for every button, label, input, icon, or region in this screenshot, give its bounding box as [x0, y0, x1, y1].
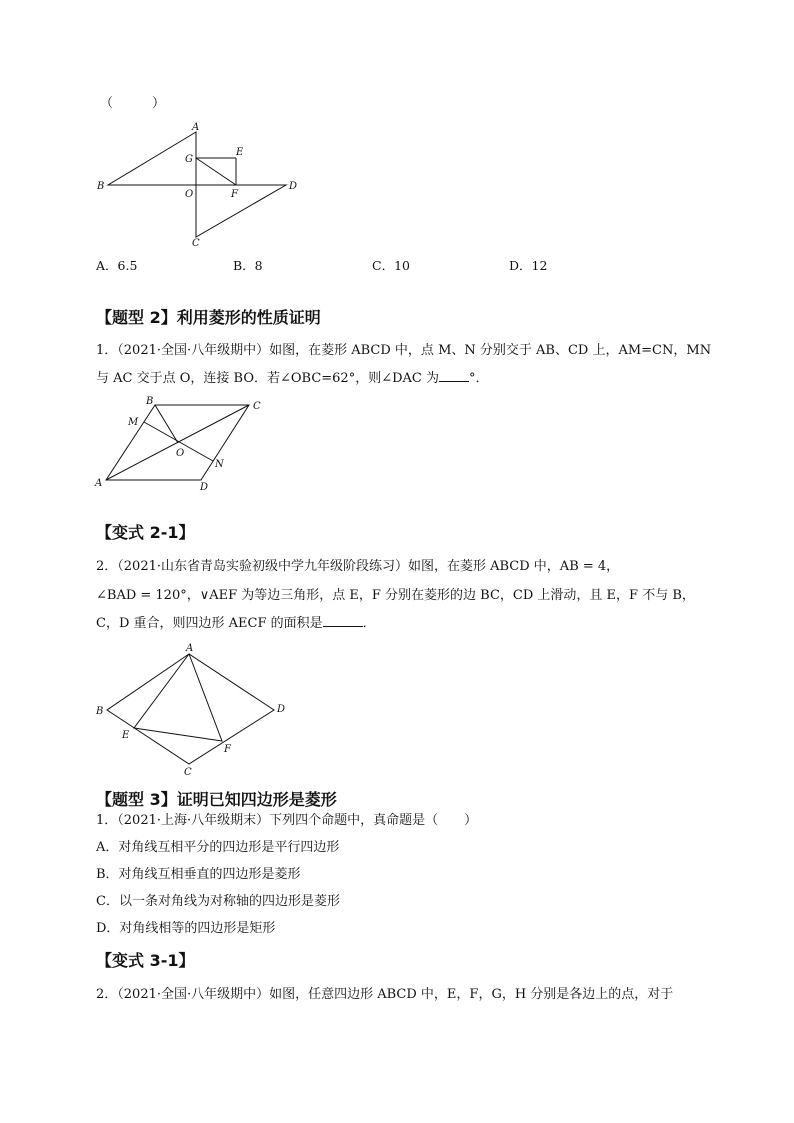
label-c: C: [192, 238, 200, 249]
type3-option-d: D．对角线相等的四边形是矩形: [96, 921, 276, 936]
label-c: C: [253, 401, 261, 412]
label-m: M: [128, 417, 139, 428]
type2-q1-line1: 1．（2021·全国·八年级期中）如图，在菱形 ABCD 中，点 M、N 分别交于 AB、CD 上，AM=CN，MN: [96, 343, 712, 358]
label-b: B: [97, 181, 105, 192]
label-f: F: [231, 189, 238, 200]
label-e: E: [122, 730, 130, 741]
type2-q1-line2: 与 AC 交于点 O，连接 BO．若∠OBC=62°，则∠DAC 为 °．: [96, 371, 489, 386]
answer-parentheses: （ ）: [100, 96, 166, 111]
type3-option-c: C．以一条对角线为对称轴的四边形是菱形: [96, 894, 340, 909]
label-a: A: [192, 122, 200, 133]
label-g: G: [185, 154, 193, 165]
label-f: F: [224, 744, 231, 755]
variant21-q2-line2: ∠BAD = 120°，∨AEF 为等边三角形，点 E，F 分别在菱形的边 BC，CD 上滑动，且 E，F 不与 B，: [96, 588, 695, 603]
label-c: C: [184, 767, 192, 778]
variant21-q2-line1: 2．（2021·山东省青岛实验初级中学九年级阶段练习）如图，在菱形 ABCD 中，AB = 4，: [96, 559, 620, 574]
heading-variant-3-1: 【变式 3-1】: [96, 951, 195, 970]
option-c: C．10: [372, 258, 410, 273]
variant31-q2-line1: 2．（2021·全国·八年级期中）如图，任意四边形 ABCD 中，E，F，G，H 分别是各边上的点，对于: [96, 987, 674, 1002]
option-a: A．6.5: [96, 258, 138, 273]
label-o: O: [185, 189, 194, 200]
label-a: A: [186, 643, 194, 654]
type3-option-a: A．对角线互相平分的四边形是平行四边形: [96, 840, 340, 855]
type3-option-b: B．对角线互相垂直的四边形是菱形: [96, 867, 301, 882]
label-o: O: [176, 448, 185, 459]
label-b: B: [146, 396, 154, 407]
label-b: B: [96, 706, 104, 717]
label-e: E: [236, 147, 244, 158]
rhombus-abcd: [107, 654, 274, 764]
heading-variant-2-1: 【变式 2-1】: [96, 523, 195, 542]
label-d: D: [200, 482, 209, 493]
type3-q1-stem: 1．（2021·上海·八年级期末）下列四个命题中，真命题是（ ）: [96, 813, 478, 828]
option-d: D．12: [509, 258, 548, 273]
option-b: B．8: [233, 258, 263, 273]
label-d: D: [277, 704, 286, 715]
label-a: A: [95, 478, 103, 489]
heading-type2: 【题型 2】利用菱形的性质证明: [96, 308, 321, 327]
variant21-q2-line3: C，D 重合，则四边形 AECF 的面积是 ．: [96, 616, 376, 631]
label-n: N: [215, 459, 224, 470]
label-d: D: [289, 181, 298, 192]
heading-type3: 【题型 3】证明已知四边形是菱形: [96, 790, 337, 809]
